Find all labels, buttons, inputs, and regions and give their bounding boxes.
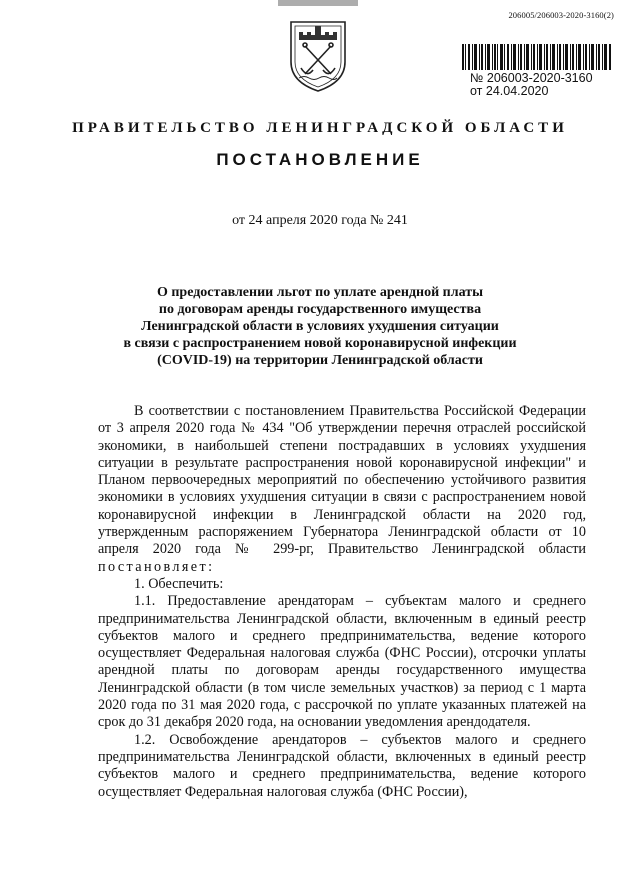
title-line: Ленинградской области в условиях ухудшения ситуации <box>141 319 499 334</box>
registration-number: № 206003-2020-3160 <box>470 71 593 85</box>
clause-1-1: 1.1. Предоставление арендаторам – субъектам малого и среднего предпринимательства Ленинградской области, включенным в единый реестр субъектов малого и среднего предпринимательства, ведение которого осуществляет Федеральная налоговая служба (ФНС России), отсрочки уплаты арендной платы по договорам аренды государственного имущества Ленинградской области (в том числе земельных участков) за период с 1 марта 2020 года по 31 мая 2020 года, с рассрочкой по уплате указанных платежей на срок до 31 декабря 2020 года, на основании уведомления арендодателя. <box>98 593 586 731</box>
registration-stamp <box>470 72 593 98</box>
title-line: в связи с распространением новой коронавирусной инфекции <box>123 336 517 351</box>
preamble-paragraph <box>98 403 586 576</box>
title-line: по договорам аренды государственного имущества <box>158 302 482 317</box>
preamble-text: В соответствии с постановлением Правительства Российской Федерации от 3 апреля 2020 года № 434 "Об утверждении перечня отраслей российской экономики, в наибольшей степени пострадавших в условиях ухудшения ситуации в результате распространения новой коронавирусной инфекции" и Планом первоочередных мероприятий по обеспечению устойчивого развития экономики в условиях ухудшения ситуации в связи с распространением новой коронавирусной инфекции в Ленинградской области на 2020 год, утвержденным распоряжением Губернатора Ленинградской области от 10 апреля 2020 года № 299-рг, Правительство Ленинградской области <box>98 403 586 558</box>
clause-1-2: 1.2. Освобождение арендаторов – субъектов малого и среднего предпринимательства Ленинградской области, включенных в единый реестр субъектов малого и среднего предпринимательства, ведение которого осуществляет Федеральная налоговая служба (ФНС России), <box>98 731 586 800</box>
barcode-icon <box>462 44 612 70</box>
date-and-number-line: от 24 апреля 2020 года № 241 <box>232 213 408 228</box>
scan-mark <box>278 0 358 6</box>
coat-of-arms-emblem-icon <box>287 18 349 94</box>
document-title <box>110 284 530 369</box>
document-type-heading: ПОСТАНОВЛЕНИЕ <box>216 150 424 169</box>
registration-date: от 24.04.2020 <box>470 84 549 98</box>
title-line: (COVID-19) на территории Ленинградской области <box>157 353 483 368</box>
document-body <box>98 403 586 801</box>
decree-word: постановляет: <box>98 558 215 575</box>
document-id: 206005/206003-2020-3160(2) <box>508 10 614 20</box>
government-heading: ПРАВИТЕЛЬСТВО ЛЕНИНГРАДСКОЙ ОБЛАСТИ <box>72 120 568 136</box>
title-line: О предоставлении льгот по уплате арендной платы <box>156 285 484 300</box>
clause-1: 1. Обеспечить: <box>134 575 224 592</box>
